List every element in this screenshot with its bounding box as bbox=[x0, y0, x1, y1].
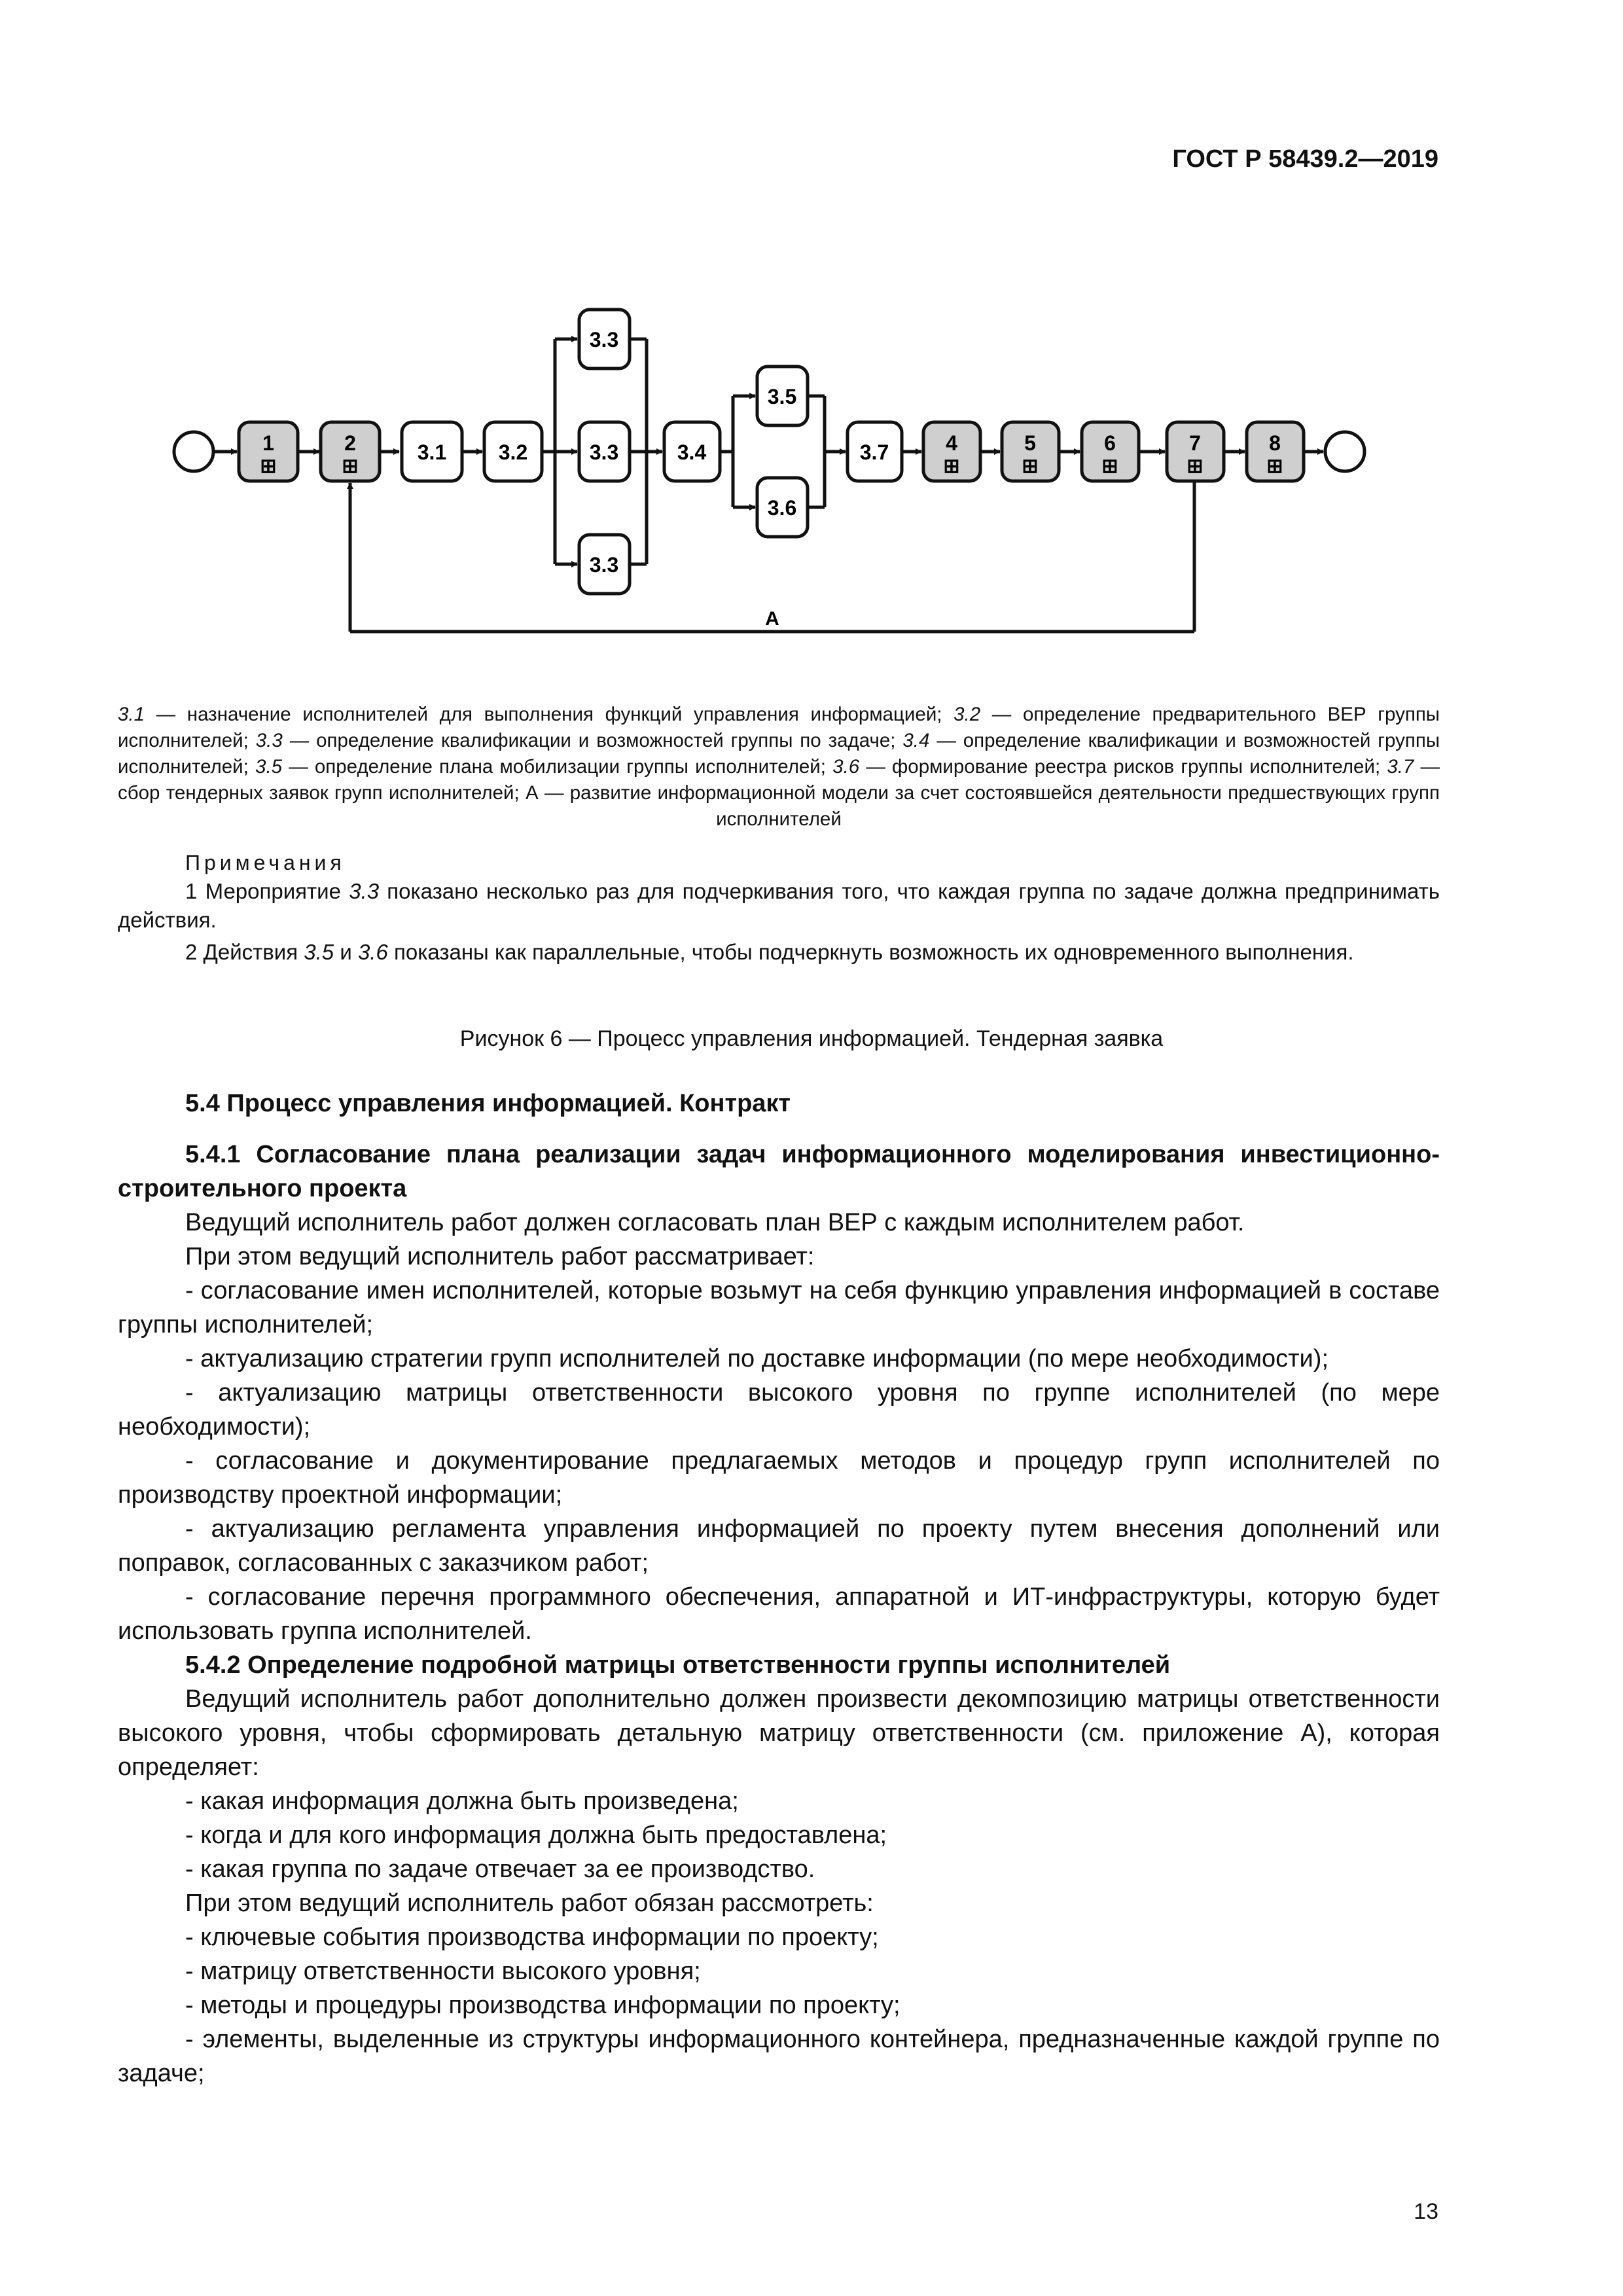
subprocess-4 bbox=[923, 422, 980, 481]
svg-text:3.1: 3.1 bbox=[417, 440, 447, 464]
paragraph: При этом ведущий исполнитель работ обязан рассмотреть: bbox=[185, 1890, 874, 1917]
start-event bbox=[174, 432, 213, 471]
task-3-1 bbox=[402, 422, 462, 481]
paragraph: Ведущий исполнитель работ дополнительно должен произвести декомпозицию матрицы ответственности высокого уровня, чтобы сформировать детальную матрицу ответственности (см. приложение А), которая определяет: bbox=[118, 1685, 1440, 1781]
subsection-heading-5-4-2: 5.4.2 Определение подробной матрицы ответственности группы исполнителей bbox=[185, 1651, 1171, 1679]
svg-text:4: 4 bbox=[946, 431, 957, 455]
loop-label: A bbox=[765, 608, 779, 630]
list-item: - ключевые события производства информации по проекту; bbox=[185, 1924, 879, 1951]
list-item: - согласование перечня программного обеспечения, аппаратной и ИТ-инфраструктуры, которую будет использовать группа исполнителей. bbox=[118, 1583, 1440, 1645]
svg-text:3.2: 3.2 bbox=[498, 440, 528, 464]
section-body bbox=[118, 1138, 1440, 2090]
svg-text:3.3: 3.3 bbox=[589, 328, 619, 351]
list-item: - элементы, выделенные из структуры информационного контейнера, предназначенные каждой группе по задаче; bbox=[118, 2026, 1440, 2087]
expand-marker-icon: ⊞ bbox=[1266, 456, 1283, 477]
subprocess-8 bbox=[1247, 422, 1304, 481]
task-3-2 bbox=[484, 422, 542, 481]
svg-text:3.3: 3.3 bbox=[589, 553, 619, 577]
list-item: - когда и для кого информация должна быть предоставлена; bbox=[185, 1821, 887, 1849]
end-event bbox=[1325, 432, 1364, 471]
expand-marker-icon: ⊞ bbox=[342, 456, 359, 477]
task-3-7 bbox=[847, 422, 902, 481]
figure-caption: Рисунок 6 — Процесс управления информацией. Тендерная заявка bbox=[459, 1026, 1164, 1051]
expand-marker-icon: ⊞ bbox=[1022, 456, 1039, 477]
expand-marker-icon: ⊞ bbox=[1186, 456, 1204, 477]
task-3-3-bottom bbox=[579, 535, 630, 594]
task-3-6 bbox=[757, 478, 808, 537]
svg-text:1: 1 bbox=[262, 431, 274, 455]
svg-text:3.4: 3.4 bbox=[677, 440, 707, 464]
list-item: - методы и процедуры производства информации по проекту; bbox=[185, 1992, 901, 2019]
expand-marker-icon: ⊞ bbox=[1101, 456, 1118, 477]
subprocess-2 bbox=[321, 422, 380, 481]
task-3-4 bbox=[664, 422, 720, 481]
svg-text:5: 5 bbox=[1024, 431, 1036, 455]
process-flow-diagram bbox=[157, 288, 1400, 655]
svg-text:7: 7 bbox=[1189, 431, 1201, 455]
list-item: - актуализацию стратегии групп исполнителей по доставке информации (по мере необходимости); bbox=[185, 1345, 1329, 1372]
note-1: 1 Мероприятие 3.3 показано несколько раз для подчеркивания того, что каждая группа по задаче должна предпринимать действия. bbox=[118, 879, 1440, 932]
notes-heading: Примечания bbox=[185, 851, 346, 874]
svg-text:3.5: 3.5 bbox=[767, 385, 797, 408]
task-3-3-middle bbox=[579, 422, 630, 481]
svg-text:6: 6 bbox=[1104, 431, 1116, 455]
document-code: ГОСТ Р 58439.2—2019 bbox=[1172, 145, 1438, 173]
subprocess-6 bbox=[1082, 422, 1139, 481]
task-3-3-top bbox=[579, 310, 630, 368]
expand-marker-icon: ⊞ bbox=[943, 456, 960, 477]
svg-text:8: 8 bbox=[1269, 431, 1281, 455]
list-item: - актуализацию регламента управления информацией по проекту путем внесения дополнений или поправок, согласованных с заказчиком работ; bbox=[118, 1515, 1440, 1577]
subprocess-7 bbox=[1167, 422, 1224, 481]
list-item: - какая информация должна быть произведена; bbox=[185, 1787, 739, 1815]
subprocess-1 bbox=[239, 422, 298, 481]
section-heading: 5.4 Процесс управления информацией. Контракт bbox=[185, 1090, 791, 1117]
list-item: - согласование и документирование предлагаемых методов и процедур групп исполнителей по производству проектной информации; bbox=[118, 1447, 1440, 1509]
list-item: - согласование имен исполнителей, которые возьмут на себя функцию управления информацией в составе группы исполнителей; bbox=[118, 1277, 1440, 1338]
task-3-5 bbox=[757, 367, 808, 425]
subsection-heading-5-4-1: 5.4.1 Согласование плана реализации задач информационного моделирования инвестиционно-строительного проекта bbox=[118, 1141, 1440, 1202]
paragraph: При этом ведущий исполнитель работ рассматривает: bbox=[185, 1243, 815, 1270]
figure-legend: 3.1 — назначение исполнителей для выполнения функций управления информацией; 3.2 — определение предварительного ВЕР группы исполнителей; 3.3 — определение квалификации и возможностей группы по задаче; 3.4 — определение квалификации и возможностей группы исполнителей; 3.5 — определение плана мобилизации группы исполнителей; 3.6 — формирование реестра рисков группы исполнителей; 3.7 — сбор тендерных заявок групп исполнителей; А — развитие информационной модели за счет состоявшейся деятельности предшествующих групп исполнителей bbox=[118, 704, 1440, 830]
page-number: 13 bbox=[1414, 2199, 1438, 2224]
note-2: 2 Действия 3.5 и 3.6 показаны как параллельные, чтобы подчеркнуть возможность их одновременного выполнения. bbox=[185, 940, 1354, 964]
list-item: - какая группа по задаче отвечает за ее производство. bbox=[185, 1856, 815, 1883]
list-item: - актуализацию матрицы ответственности высокого уровня по группе исполнителей (по мере необходимости); bbox=[118, 1379, 1440, 1441]
svg-text:3.3: 3.3 bbox=[589, 440, 619, 464]
svg-text:2: 2 bbox=[344, 431, 356, 455]
list-item: - матрицу ответственности высокого уровня; bbox=[185, 1958, 701, 1985]
svg-text:3.6: 3.6 bbox=[767, 496, 797, 520]
expand-marker-icon: ⊞ bbox=[260, 456, 277, 477]
paragraph: Ведущий исполнитель работ должен согласовать план ВЕР с каждым исполнителем работ. bbox=[185, 1209, 1245, 1236]
subprocess-5 bbox=[1002, 422, 1059, 481]
svg-text:3.7: 3.7 bbox=[859, 440, 889, 464]
